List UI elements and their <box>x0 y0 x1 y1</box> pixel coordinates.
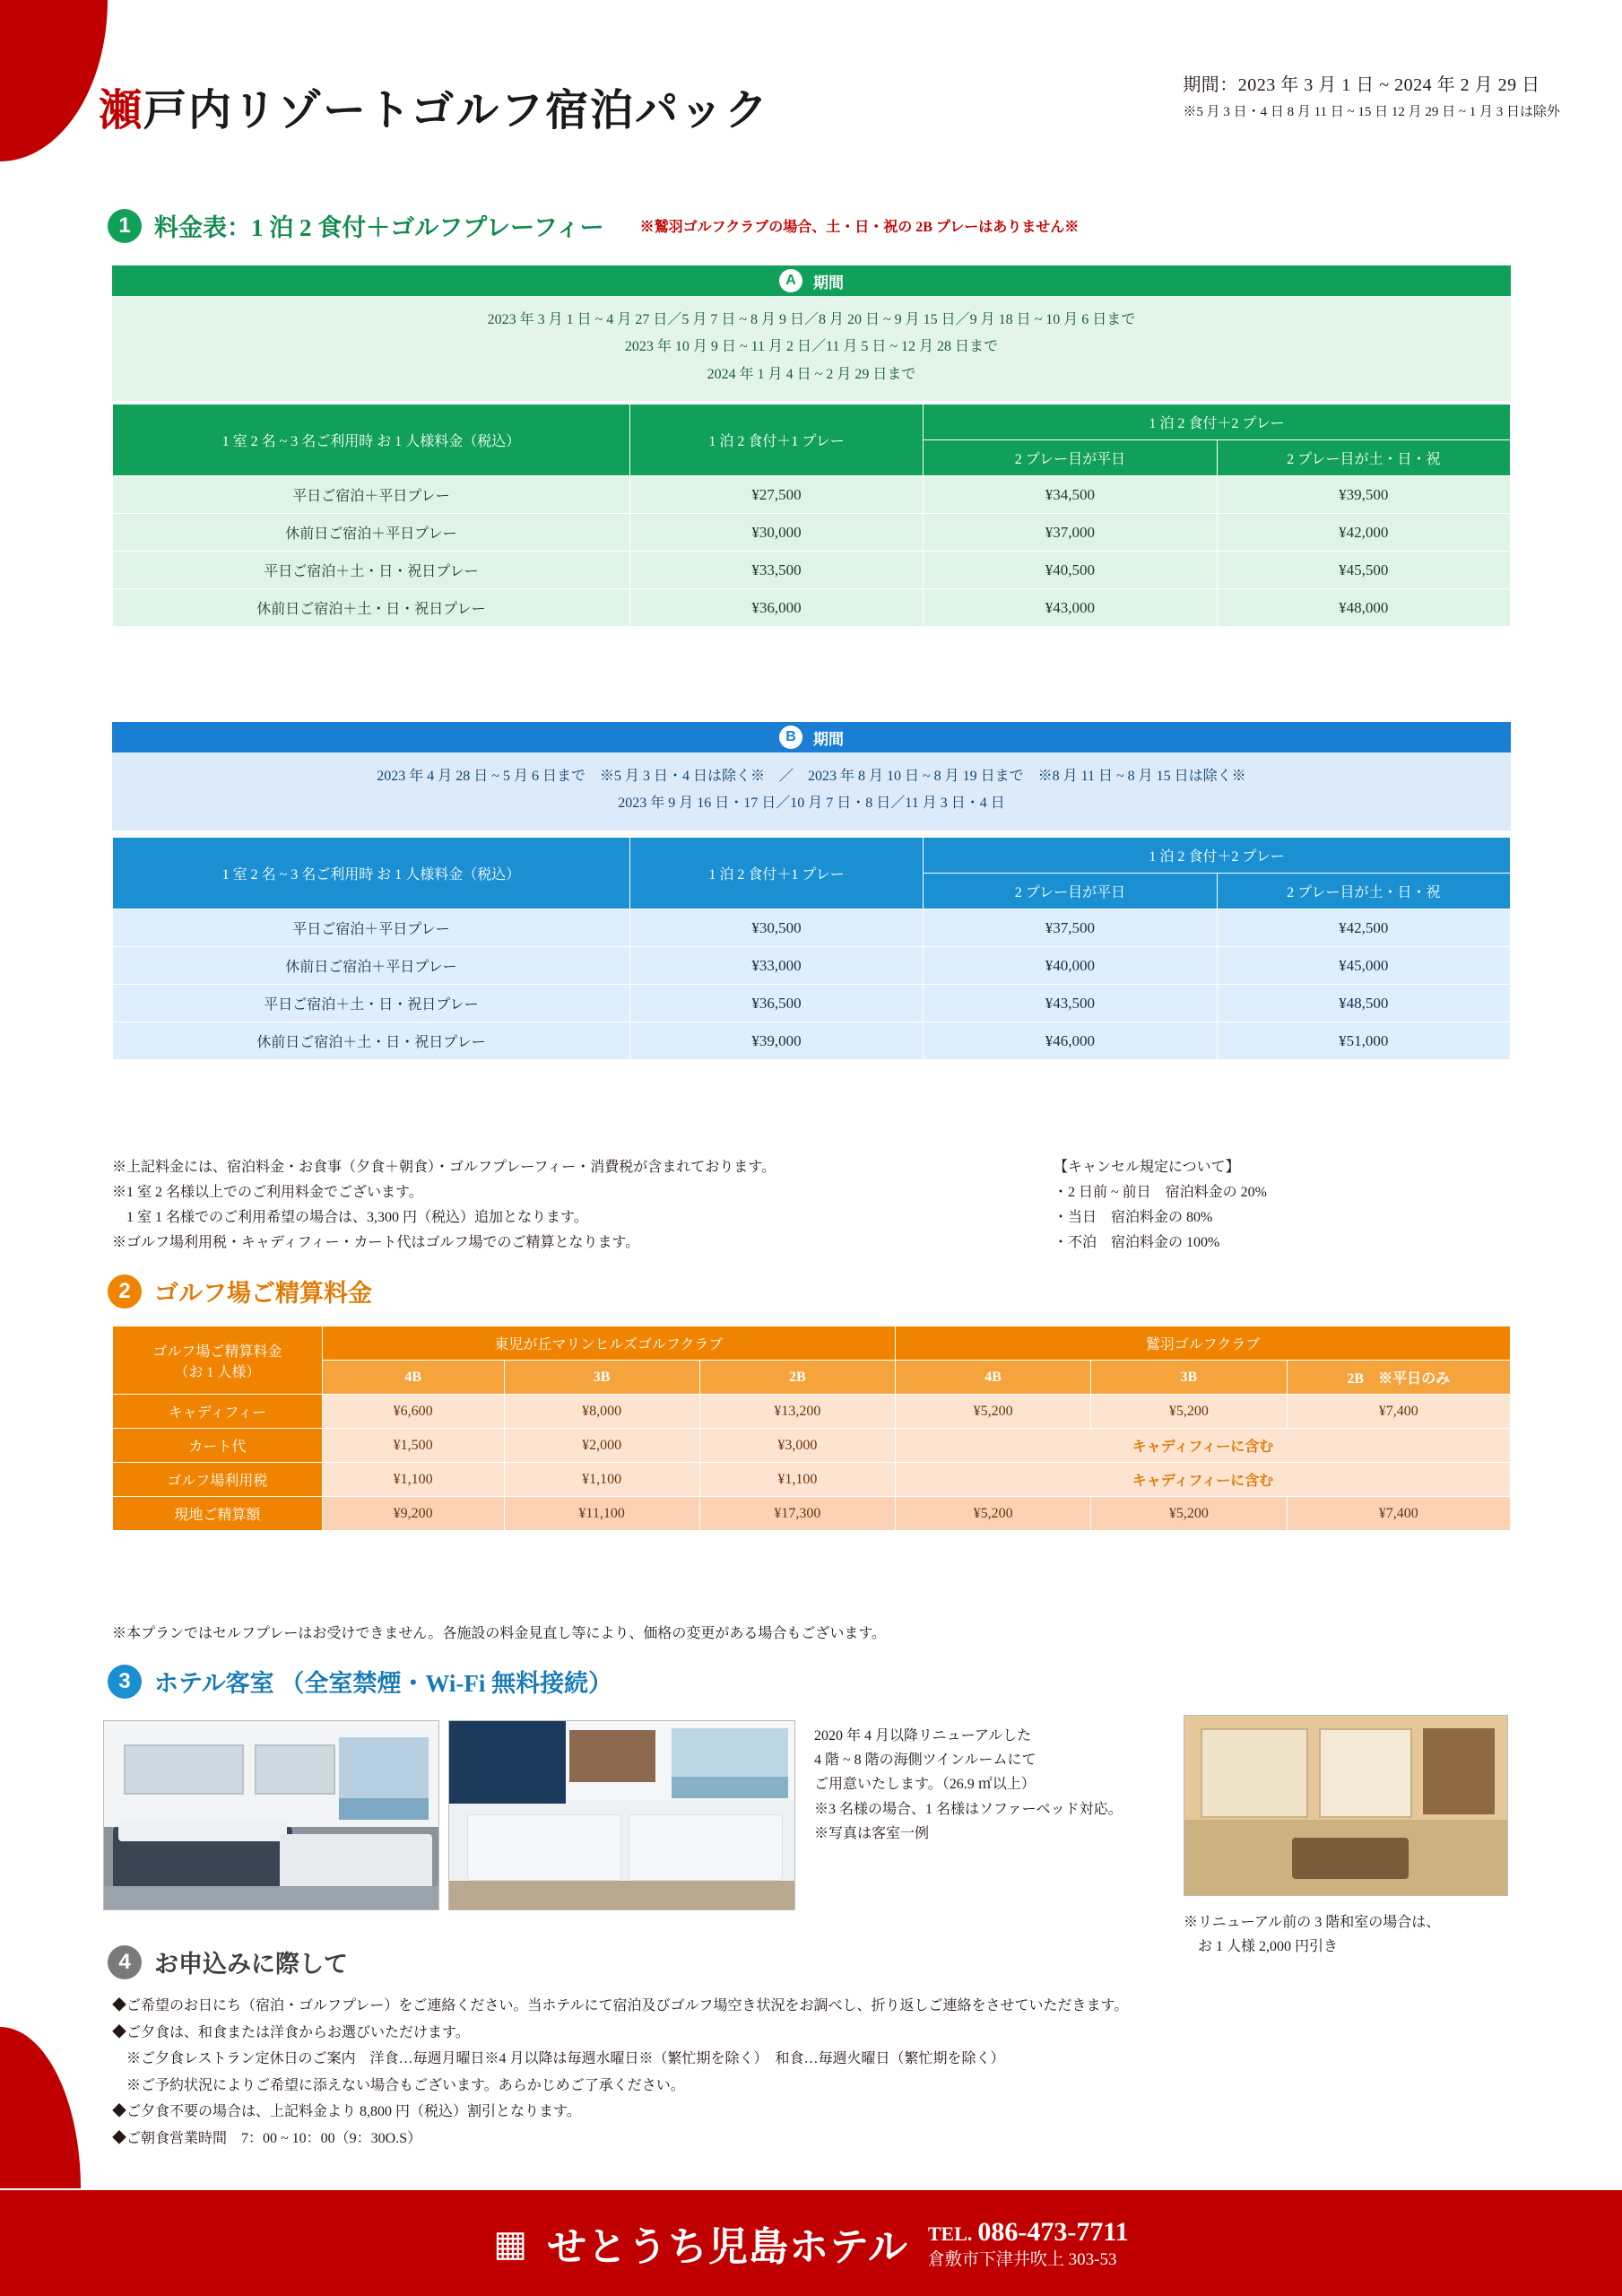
golf-row3-label: 現地ご精算額 <box>113 1497 323 1531</box>
periodB-head-col3a: 2 プレー目が平日 <box>924 874 1217 909</box>
decorative-corner-top <box>0 0 108 161</box>
golf-subhead-2: 3B <box>504 1361 699 1395</box>
periodA-date-line-3: 2024 年 1 月 4 日 ~ 2 月 29 日まで <box>707 366 916 382</box>
section3-title: ホテル客室 （全室禁煙・Wi-Fi 無料接続） <box>154 1670 613 1697</box>
periodB-date-line-2: 2023 年 9 月 16 日・17 日／10 月 7 日・8 日／11 月 3 日・4 日 <box>618 796 1005 812</box>
periodA-row3-p2b: ¥48,000 <box>1217 589 1510 627</box>
periodA-head-col3: 1 泊 2 食付＋2 プレー <box>924 404 1511 440</box>
table-row <box>113 589 1511 627</box>
section2-number: 2 <box>108 1274 142 1309</box>
golf-row1-c3: ¥3,000 <box>699 1429 895 1463</box>
section4-item-1: ◆ご希望のお日にち（宿泊・ゴルフプレー）をご連絡ください。当ホテルにて宿泊及びゴルフ場空き状況をお調べし、折り返しご連絡をさせていただきます。 <box>112 1998 1129 2013</box>
periodB-row1-p1: ¥33,000 <box>629 947 923 985</box>
golf-row3-c4: ¥5,200 <box>896 1497 1091 1531</box>
periodB-head-col3b: 2 プレー目が土・日・祝 <box>1217 874 1510 909</box>
hotel-name: せとうち児島ホテル <box>547 2225 908 2269</box>
japanese-room-note-line-1: ※リニューアル前の 3 階和室の場合は、 <box>1184 1915 1441 1930</box>
golf-row0-c1: ¥6,600 <box>322 1395 504 1429</box>
periodB-row2-p2a: ¥43,500 <box>924 985 1217 1022</box>
golf-subhead-3: 2B <box>699 1361 895 1395</box>
golf-row1-merged: キャディフィーに含む <box>896 1429 1511 1463</box>
section1-note-4: ※ゴルフ場利用税・キャディフィー・カート代はゴルフ場でのご精算となります。 <box>112 1235 640 1250</box>
telephone <box>928 2215 1129 2249</box>
header-period-main: 期間：2023 年 3 月 1 日 ~ 2024 年 2 月 29 日 <box>1183 75 1540 95</box>
page-title-first-char: 瀬 <box>99 87 144 135</box>
section4-item-5: ◆ご夕食不要の場合は、上記料金より 8,800 円（税込）割引となります。 <box>112 2104 581 2120</box>
table-row <box>113 985 1511 1022</box>
section4-header <box>108 1944 348 1979</box>
header-period-block <box>1183 70 1560 120</box>
section4-item-2: ◆ご夕食は、和食または洋食からお選びいただけます。 <box>112 2024 470 2040</box>
golf-row0-c3: ¥13,200 <box>699 1395 895 1429</box>
periodA-row1-label: 休前日ご宿泊＋平日プレー <box>113 514 630 552</box>
golf-row3-c2: ¥11,100 <box>504 1497 699 1531</box>
periodA-price-table <box>112 404 1511 627</box>
golf-subhead-1: 4B <box>322 1361 504 1395</box>
golf-course-1: 東児が丘マリンヒルズゴルフクラブ <box>322 1326 895 1361</box>
section1-number: 1 <box>108 209 142 243</box>
section4-item-6: ◆ご朝食営業時間 7：00 ~ 10：00（9：30O.S） <box>112 2130 422 2146</box>
decorative-corner-bottom <box>0 2027 81 2188</box>
periodA-date-line-2: 2023 年 10 月 9 日 ~ 11 月 2 日／11 月 5 日 ~ 12 月 28 日まで <box>624 339 999 355</box>
golf-row1-c1: ¥1,500 <box>322 1429 504 1463</box>
periodB-row1-p2b: ¥45,000 <box>1217 947 1510 985</box>
table-row <box>113 1395 1511 1429</box>
periodB-row2-p2b: ¥48,500 <box>1217 985 1510 1022</box>
periodA-row1-p1: ¥30,000 <box>629 514 923 552</box>
golf-subhead-4: 4B <box>896 1361 1091 1395</box>
periodA-row2-label: 平日ご宿泊＋土・日・祝日プレー <box>113 552 630 589</box>
periodB-row2-label: 平日ご宿泊＋土・日・祝日プレー <box>113 985 630 1022</box>
japanese-room-note-line-2: お 1 人様 2,000 円引き <box>1184 1939 1339 1955</box>
section4-title: お申込みに際して <box>154 1951 348 1978</box>
page-title <box>99 75 769 137</box>
periodA-band-label: 期間 <box>813 274 844 291</box>
section3-text-line-2: 4 階 ~ 8 階の海側ツインルームにて <box>814 1752 1037 1769</box>
golf-row1-label: カート代 <box>113 1429 323 1463</box>
periodB-row1-p2a: ¥40,000 <box>924 947 1217 985</box>
periodB-row0-p2b: ¥42,500 <box>1217 909 1510 947</box>
golf-row2-merged: キャディフィーに含む <box>896 1463 1511 1497</box>
golf-row0-c4: ¥5,200 <box>896 1395 1091 1429</box>
cancel-policy-item-2: ・当日 宿泊料金の 80% <box>1054 1210 1213 1225</box>
periodB-row3-label: 休前日ご宿泊＋土・日・祝日プレー <box>113 1022 630 1060</box>
section4-number: 4 <box>108 1945 142 1979</box>
periodA-row1-p2a: ¥37,000 <box>924 514 1217 552</box>
periodA-band <box>112 265 1511 296</box>
periodA-head-col2: 1 泊 2 食付＋1 プレー <box>629 404 923 476</box>
footer-bar <box>0 2190 1622 2296</box>
section3-text-line-5: ※写真は客室一例 <box>814 1825 930 1841</box>
golf-row1-c2: ¥2,000 <box>504 1429 699 1463</box>
periodA-row2-p2a: ¥40,500 <box>924 552 1217 589</box>
golf-row3-c3: ¥17,300 <box>699 1497 895 1531</box>
periodA-row3-label: 休前日ご宿泊＋土・日・祝日プレー <box>113 589 630 627</box>
periodA-dates <box>112 296 1511 401</box>
periodA-row0-p2b: ¥39,500 <box>1217 476 1510 514</box>
section3-number: 3 <box>108 1665 142 1699</box>
section2-header <box>108 1274 372 1309</box>
golf-row3-c5: ¥5,200 <box>1091 1497 1287 1531</box>
table-row <box>113 552 1511 589</box>
golf-row3-c1: ¥9,200 <box>322 1497 504 1531</box>
twin-room-photo <box>103 1720 439 1910</box>
golf-head-col1-line2: （お 1 人様） <box>174 1364 261 1380</box>
table-row <box>113 1429 1511 1463</box>
periodB-dates <box>112 752 1511 831</box>
golf-subhead-5: 3B <box>1091 1361 1287 1395</box>
periodA-row3-p1: ¥36,000 <box>629 589 923 627</box>
table-row <box>113 476 1511 514</box>
periodA-date-line-1: 2023 年 3 月 1 日 ~ 4 月 27 日／5 月 7 日 ~ 8 月 9 日／8 月 20 日 ~ 9 月 15 日／9 月 18 日 ~ 10 月 6 日まで <box>487 312 1136 327</box>
periodB-row0-p2a: ¥37,500 <box>924 909 1217 947</box>
periodA-row1-p2b: ¥42,000 <box>1217 514 1510 552</box>
cancel-policy-item-3: ・不泊 宿泊料金の 100% <box>1054 1235 1220 1250</box>
periodB-row3-p2b: ¥51,000 <box>1217 1022 1510 1060</box>
cancel-policy-item-1: ・2 日前 ~ 前日 宿泊料金の 20% <box>1054 1185 1267 1200</box>
section4-items <box>112 1993 1565 2152</box>
table-row <box>113 909 1511 947</box>
periodB-head-col1: 1 室 2 名 ~ 3 名ご利用時 お 1 人様料金（税込） <box>113 838 630 909</box>
twin-room-photo-2 <box>448 1720 795 1910</box>
golf-row0-label: キャディフィー <box>113 1395 323 1429</box>
japanese-room-photo <box>1184 1715 1508 1896</box>
periodB-band-label: 期間 <box>813 730 844 748</box>
periodA-head-col3a: 2 プレー目が平日 <box>924 440 1217 476</box>
section3-text-line-1: 2020 年 4 月以降リニューアルした <box>814 1728 1032 1744</box>
periodB-date-line-1: 2023 年 4 月 28 日 ~ 5 月 6 日まで ※5 月 3 日・4 日は除く※ ／ 2023 年 8 月 10 日 ~ 8 月 19 日まで ※8 月 11 日 ~ 8 月 15 日は除く※ <box>377 769 1246 784</box>
periodB-badge: B <box>779 726 802 749</box>
section3-header <box>108 1664 612 1699</box>
golf-subhead-6: 2B ※平日のみ <box>1287 1361 1511 1395</box>
periodA-row0-label: 平日ご宿泊＋平日プレー <box>113 476 630 514</box>
section1-header <box>108 208 1542 243</box>
hotel-address: 倉敷市下津井吹上 303-53 <box>927 2249 1117 2269</box>
section3-text-line-3: ご用意いたします。（26.9 ㎡以上） <box>814 1777 1036 1793</box>
periodB-row0-p1: ¥30,500 <box>629 909 923 947</box>
periodA-row0-p2a: ¥34,500 <box>924 476 1217 514</box>
telephone-number: 086-473-7711 <box>977 2217 1129 2248</box>
table-row <box>113 1497 1511 1531</box>
section1-note-1: ※上記料金には、宿泊料金・お食事（夕食＋朝食）・ゴルフプレーフィー・消費税が含まれております。 <box>112 1160 776 1175</box>
section4-item-3: ※ご夕食レストラン定休日のご案内 洋食…毎週月曜日※4 月以降は毎週水曜日※（繁忙期を除く） 和食…毎週火曜日（繁忙期を除く） <box>112 2051 1005 2067</box>
japanese-room-note <box>1184 1910 1569 1959</box>
periodB-row0-label: 平日ご宿泊＋平日プレー <box>113 909 630 947</box>
periodB-band <box>112 722 1511 752</box>
telephone-label: TEL. <box>927 2222 973 2246</box>
section1-note-3: 1 室 1 名様でのご利用希望の場合は、3,300 円（税込）追加となります。 <box>112 1210 588 1225</box>
periodA-head-col1: 1 室 2 名 ~ 3 名ご利用時 お 1 人様料金（税込） <box>113 404 630 476</box>
golf-row3-c6: ¥7,400 <box>1287 1497 1511 1531</box>
golf-head-col1-line1: ゴルフ場ご精算料金 <box>152 1344 282 1360</box>
header-period-sub: ※5 月 3 日・4 日 8 月 11 日 ~ 15 日 12 月 29 日 ~ 1 月 3 日は除外 <box>1183 105 1560 119</box>
section1-title: 料金表：1 泊 2 食付＋ゴルフプレーフィー <box>154 214 604 241</box>
table-row <box>113 947 1511 985</box>
periodB-row3-p1: ¥39,000 <box>629 1022 923 1060</box>
section1-note: ※鷲羽ゴルフクラブの場合、土・日・祝の 2B プレーはありません※ <box>639 220 1080 235</box>
golf-course-2: 鷲羽ゴルフクラブ <box>896 1326 1511 1361</box>
section2-note: ※本プランではセルフプレーはお受けできません。各施設の料金見直し等により、価格の変更がある場合もございます。 <box>112 1626 887 1641</box>
section1-notes <box>112 1155 1018 1256</box>
periodA-head-col3b: 2 プレー目が土・日・祝 <box>1217 440 1510 476</box>
periodB-price-table <box>112 837 1511 1060</box>
table-row <box>113 514 1511 552</box>
golf-row0-c2: ¥8,000 <box>504 1395 699 1429</box>
cancel-policy-title: 【キャンセル規定について】 <box>1054 1160 1240 1175</box>
golf-row2-c3: ¥1,100 <box>699 1463 895 1497</box>
golf-settlement-table <box>112 1326 1511 1531</box>
golf-row0-c5: ¥5,200 <box>1091 1395 1287 1429</box>
section3-text-line-4: ※3 名様の場合、1 名様はソファーベッド対応。 <box>814 1801 1123 1817</box>
periodA-row2-p1: ¥33,500 <box>629 552 923 589</box>
golf-row0-c6: ¥7,400 <box>1287 1395 1511 1429</box>
golf-head-col1 <box>113 1326 323 1395</box>
table-row <box>113 1463 1511 1497</box>
periodA-row2-p2b: ¥45,500 <box>1217 552 1510 589</box>
cancel-policy <box>1054 1155 1520 1256</box>
periodB-head-col2: 1 泊 2 食付＋1 プレー <box>629 838 923 909</box>
section1-note-2: ※1 室 2 名様以上でのご利用料金でございます。 <box>112 1185 423 1200</box>
periodA-row0-p1: ¥27,500 <box>629 476 923 514</box>
section2-title: ゴルフ場ご精算料金 <box>154 1280 372 1307</box>
page-header <box>99 56 1569 154</box>
golf-row2-c2: ¥1,100 <box>504 1463 699 1497</box>
periodA-badge: A <box>779 269 802 292</box>
hotel-building-icon: ▦ <box>493 2222 528 2264</box>
golf-row2-c1: ¥1,100 <box>322 1463 504 1497</box>
section3-description <box>814 1724 1191 1846</box>
section4-item-4: ※ご予約状況によりご希望に添えない場合もございます。あらかじめご了承ください。 <box>112 2077 685 2093</box>
periodB-row2-p1: ¥36,500 <box>629 985 923 1022</box>
periodB-row3-p2a: ¥46,000 <box>924 1022 1217 1060</box>
periodB-row1-label: 休前日ご宿泊＋平日プレー <box>113 947 630 985</box>
periodA-row3-p2a: ¥43,000 <box>924 589 1217 627</box>
page-title-rest: 戸内リゾートゴルフ宿泊パック <box>143 87 770 135</box>
golf-row2-label: ゴルフ場利用税 <box>113 1463 323 1497</box>
table-row <box>113 1022 1511 1060</box>
periodB-head-col3: 1 泊 2 食付＋2 プレー <box>924 838 1511 874</box>
